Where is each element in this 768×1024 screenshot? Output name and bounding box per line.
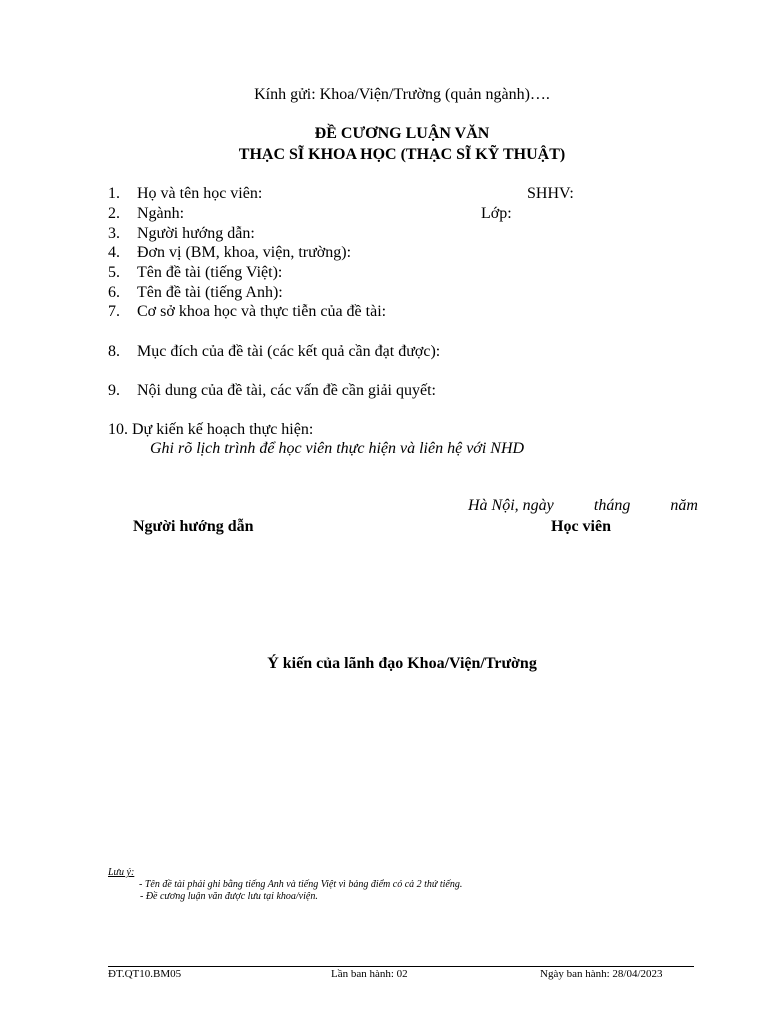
note-line-2: - Đề cương luận văn được lưu tại khoa/viện. (140, 891, 318, 902)
list-item-text: Cơ sở khoa học và thực tiễn của đề tài: (137, 303, 387, 320)
list-item-number: 7. (108, 303, 120, 320)
list-item-text: Ngành: (137, 205, 185, 222)
list-item-text: Tên đề tài (tiếng Anh): (137, 284, 283, 301)
list-item-student-name (108, 184, 262, 204)
list-item-text: Tên đề tài (tiếng Việt): (137, 264, 283, 281)
plan-note: Ghi rõ lịch trình để học viên thực hiện và liên hệ với NHD (150, 440, 525, 457)
list-item-number: 9. (108, 382, 120, 399)
footer-divider (108, 966, 694, 967)
class-field: Lớp: (481, 205, 512, 222)
list-item-text: Đơn vị (BM, khoa, viện, trường): (137, 244, 352, 261)
list-item-plan (108, 420, 313, 440)
list-item-text: Họ và tên học viên: (137, 185, 263, 202)
list-item-text: Dự kiến kế hoạch thực hiện: (132, 421, 314, 438)
list-item-advisor (108, 224, 255, 244)
footer-form-code: ĐT.QT10.BM05 (108, 968, 182, 980)
list-item-text: Người hướng dẫn: (137, 225, 255, 242)
notes-label: Lưu ý: (108, 867, 135, 878)
leader-opinion-heading: Ý kiến của lãnh đạo Khoa/Viện/Trường (267, 655, 537, 672)
list-item-basis (108, 302, 386, 322)
document-title-line2: THẠC SĨ KHOA HỌC (THẠC SĨ KỸ THUẬT) (238, 146, 566, 163)
list-item-title-vi (108, 263, 282, 283)
list-item-unit (108, 243, 351, 263)
list-item-number: 6. (108, 284, 120, 301)
list-item-number: 2. (108, 205, 120, 222)
list-item-number: 1. (108, 185, 120, 202)
list-item-number: 4. (108, 244, 120, 261)
advisor-signature-label: Người hướng dẫn (133, 518, 254, 535)
list-item-number: 8. (108, 343, 120, 360)
shhv-field: SHHV: (527, 185, 574, 202)
list-item-title-en (108, 283, 283, 303)
note-line-1: - Tên đề tài phải ghi bằng tiếng Anh và tiếng Việt vì bảng điểm có cả 2 thứ tiếng. (139, 879, 463, 890)
document-title-line1: ĐỀ CƯƠNG LUẬN VĂN (314, 125, 490, 142)
list-item-purpose (108, 342, 440, 362)
date-line (468, 497, 698, 515)
list-item-text: Nội dung của đề tài, các vấn đề cần giải quyết: (137, 382, 436, 399)
list-item-number: 5. (108, 264, 120, 281)
footer-issue-number: Lần ban hành: 02 (331, 968, 408, 980)
salutation: Kính gửi: Khoa/Viện/Trường (quản ngành)…. (254, 86, 550, 103)
list-item-content (108, 381, 436, 401)
student-signature-label: Học viên (551, 518, 611, 535)
date-month: tháng (593, 497, 631, 514)
list-item-text: Mục đích của đề tài (các kết quả cần đạt được): (137, 343, 441, 360)
footer-issue-date: Ngày ban hành: 28/04/2023 (540, 968, 663, 980)
date-year: năm (670, 497, 698, 514)
list-item-major (108, 204, 184, 224)
list-item-number: 3. (108, 225, 120, 242)
date-place-day: Hà Nội, ngày (468, 497, 554, 514)
list-item-number: 10. (108, 421, 128, 438)
